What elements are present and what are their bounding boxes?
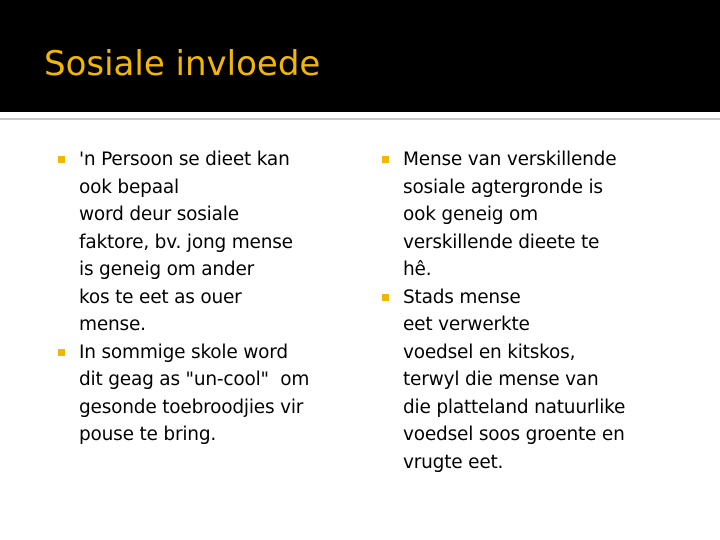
bullet-item [58,146,350,339]
bullet-text-line: die platteland natuurlike [403,396,626,418]
bullet-text-line: ook geneig om [403,204,538,225]
bullet-text-line: vrugte eet. [403,451,504,473]
bullet-text-line: Mense van verskillende [403,149,617,170]
bullet-text-line: 'n Persoon se dieet kan [79,149,290,170]
bullet-text-line: sosiale agtergronde is [403,176,603,198]
bullet-square-icon [382,294,389,301]
divider [0,118,720,120]
bullet-text-line: dit geag as "un-cool" om [79,369,310,390]
bullet-text-line: eet verwerkte [403,314,530,335]
bullet-text-line: verskillende dieete te [403,231,600,253]
bullet-text-line: kos te eet as ouer [79,286,242,308]
bullet-item [382,284,682,477]
right-bullet-list [382,146,682,476]
bullet-text-line: voedsel en kitskos, [403,341,576,363]
bullet-text-line: ook bepaal [79,176,179,198]
bullet-text-line: faktore, bv. jong mense [79,231,293,253]
bullet-square-icon [58,156,65,163]
bullet-text-line: hê. [403,259,432,280]
bullet-text-line: pouse te bring. [79,424,217,445]
slide-title: Sosiale invloede [44,44,321,84]
bullet-item [58,339,350,449]
bullet-square-icon [58,349,65,356]
bullet-text-line: gesonde toebroodjies vir [79,396,304,418]
bullet-text-line: word deur sosiale [79,204,239,225]
bullet-text-line: terwyl die mense van [403,369,599,390]
bullet-text-line: In sommige skole word [79,341,288,363]
left-bullet-list [58,146,350,449]
bullet-square-icon [382,156,389,163]
bullet-text-line: Stads mense [403,286,521,308]
bullet-text-line: mense. [79,314,146,335]
title-bar [0,0,720,112]
bullet-item [382,146,682,284]
bullet-text-line: voedsel soos groente en [403,424,625,445]
bullet-text-line: is geneig om ander [79,259,255,280]
